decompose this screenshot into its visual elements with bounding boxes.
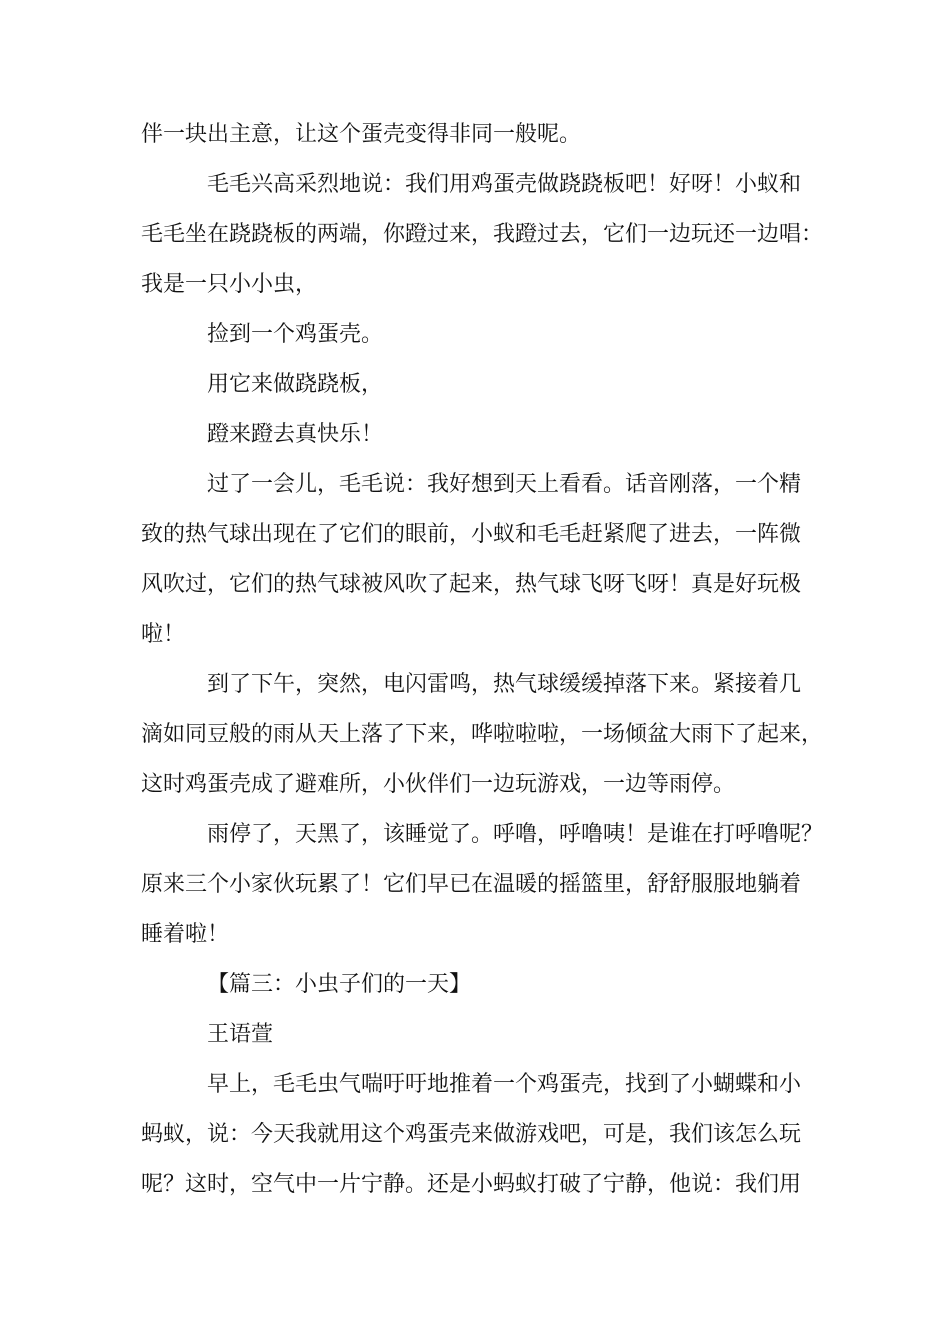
author-name: 王语萱 — [207, 1022, 274, 1047]
document-body — [141, 110, 831, 1210]
text-line: 这时鸡蛋壳成了避难所，小伙伴们一边玩游戏，一边等雨停。 — [141, 772, 736, 797]
text-line: 啦！ — [141, 622, 186, 647]
text-line: 到了下午，突然，电闪雷鸣，热气球缓缓掉落下来。紧接着几 — [207, 672, 802, 697]
text-line: 风吹过，它们的热气球被风吹了起来，热气球飞呀飞呀！真是好玩极 — [141, 572, 802, 597]
text-line: 雨停了，天黑了，该睡觉了。呼噜，呼噜咦！是谁在打呼噜呢？ — [207, 822, 824, 847]
text-line: 早上，毛毛虫气喘吁吁地推着一个鸡蛋壳，找到了小蝴蝶和小 — [207, 1072, 802, 1097]
text-line: 伴一块出主意，让这个蛋壳变得非同一般呢。 — [141, 122, 582, 147]
text-line: 致的热气球出现在了它们的眼前，小蚁和毛毛赶紧爬了进去，一阵微 — [141, 522, 802, 547]
section-heading: 【篇三：小虫子们的一天】 — [207, 972, 472, 997]
text-line: 睡着啦！ — [141, 922, 230, 947]
text-line: 蹬来蹬去真快乐！ — [207, 422, 384, 447]
text-line: 我是一只小小虫， — [141, 272, 318, 297]
text-line: 原来三个小家伙玩累了！它们早已在温暖的摇篮里，舒舒服服地躺着 — [141, 872, 802, 897]
text-line: 呢？这时，空气中一片宁静。还是小蚂蚁打破了宁静，他说：我们用 — [141, 1172, 802, 1197]
text-line: 用它来做跷跷板， — [207, 372, 384, 397]
text-line: 毛毛兴高采烈地说：我们用鸡蛋壳做跷跷板吧！好呀！小蚁和 — [207, 172, 802, 197]
text-line: 滴如同豆般的雨从天上落了下来，哗啦啦啦，一场倾盆大雨下了起来， — [141, 722, 824, 747]
text-line: 毛毛坐在跷跷板的两端，你蹬过来，我蹬过去，它们一边玩还一边唱： — [141, 222, 824, 247]
text-line: 蚂蚁，说：今天我就用这个鸡蛋壳来做游戏吧，可是，我们该怎么玩 — [141, 1122, 802, 1147]
text-line: 过了一会儿，毛毛说：我好想到天上看看。话音刚落，一个精 — [207, 472, 802, 497]
text-line: 捡到一个鸡蛋壳。 — [207, 322, 384, 347]
